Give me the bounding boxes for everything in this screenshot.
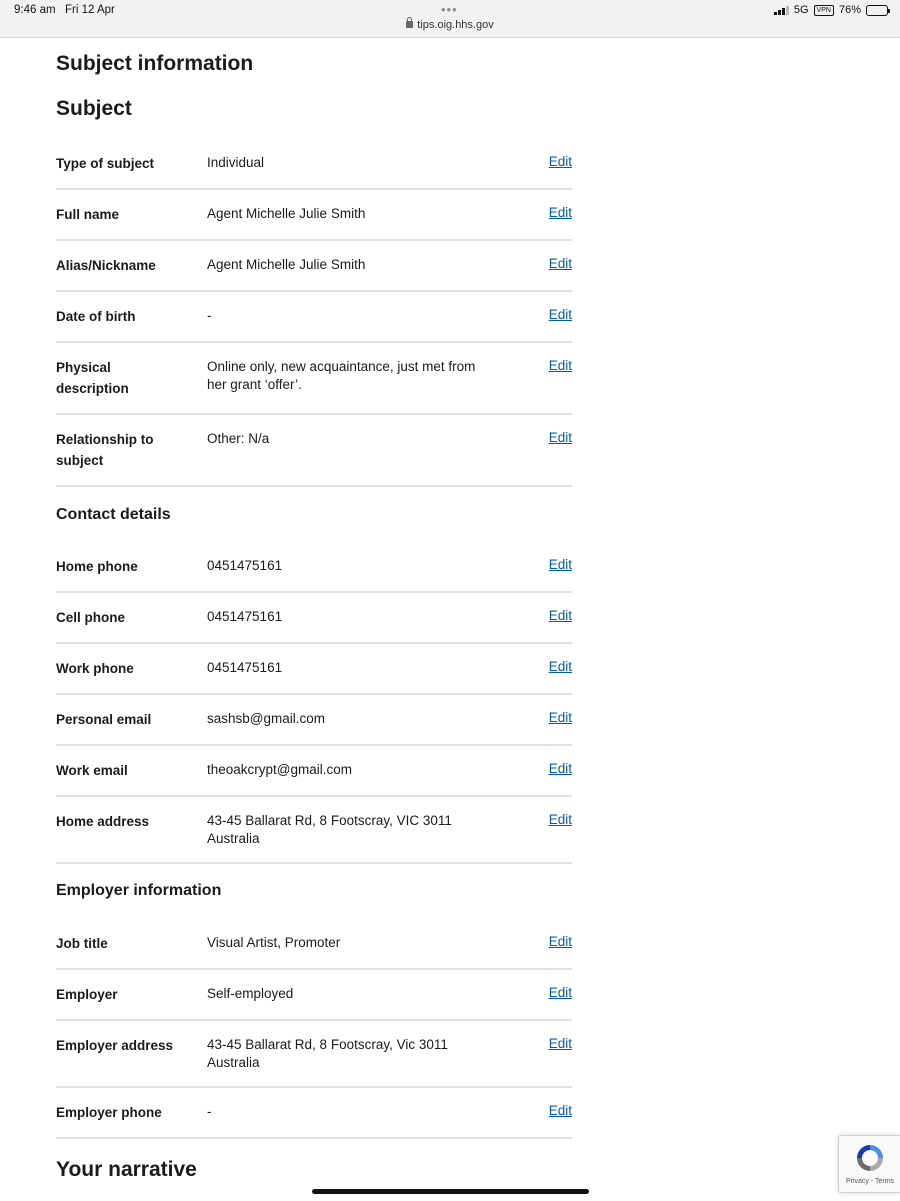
row-label: Relationship to subject: [56, 432, 154, 468]
row-work-email: [56, 745, 572, 797]
row-full-name: [56, 189, 572, 241]
row-value: 43-45 Ballarat Rd, 8 Footscray, Vic 3011 Australia: [207, 1037, 448, 1070]
edit-employer-address-link[interactable]: Edit: [548, 1036, 572, 1051]
row-value: -: [207, 308, 212, 323]
status-date: Fri 12 Apr: [65, 4, 115, 16]
edit-relationship-link[interactable]: Edit: [548, 430, 572, 445]
row-label: Employer phone: [56, 1105, 162, 1120]
row-home-address: [56, 796, 572, 864]
row-label: Home phone: [56, 559, 138, 574]
row-value: -: [207, 1104, 212, 1119]
row-date-of-birth: [56, 291, 572, 343]
battery-percent: 76%: [838, 4, 861, 16]
row-home-phone: [56, 541, 572, 593]
row-employer: [56, 969, 572, 1021]
row-cell-phone: [56, 592, 572, 644]
row-value: 43-45 Ballarat Rd, 8 Footscray, VIC 3011 Australia: [207, 813, 452, 846]
narrative-heading: Your narrative: [56, 1158, 197, 1181]
edit-full-name-link[interactable]: Edit: [548, 205, 572, 220]
employer-information-heading: Employer information: [56, 882, 222, 899]
row-relationship-to-subject: [56, 414, 572, 487]
multitasking-dots-icon[interactable]: •••: [441, 2, 458, 17]
edit-home-phone-link[interactable]: Edit: [548, 557, 572, 572]
edit-type-of-subject-link[interactable]: Edit: [548, 154, 572, 169]
recaptcha-terms[interactable]: Privacy - Terms: [845, 1178, 895, 1185]
row-employer-address: [56, 1020, 572, 1088]
edit-physical-description-link[interactable]: Edit: [548, 358, 572, 373]
edit-cell-phone-link[interactable]: Edit: [548, 608, 572, 623]
recaptcha-icon: [854, 1142, 886, 1174]
row-job-title: [56, 918, 572, 970]
status-indicators: [774, 4, 888, 16]
edit-personal-email-link[interactable]: Edit: [548, 710, 572, 725]
edit-work-email-link[interactable]: Edit: [548, 761, 572, 776]
row-label: Work phone: [56, 661, 134, 676]
row-personal-email: [56, 694, 572, 746]
row-label: Full name: [56, 207, 120, 222]
row-label: Employer: [56, 987, 118, 1002]
row-label: Cell phone: [56, 610, 126, 625]
row-value: Visual Artist, Promoter: [207, 935, 341, 950]
row-value: Agent Michelle Julie Smith: [207, 206, 366, 221]
cellular-signal-icon: [774, 6, 789, 15]
row-value: sashsb@gmail.com: [207, 711, 325, 726]
row-value: 0451475161: [207, 609, 283, 624]
row-label: Type of subject: [56, 156, 155, 171]
edit-alias-nickname-link[interactable]: Edit: [548, 256, 572, 271]
row-label: Personal email: [56, 712, 152, 727]
edit-job-title-link[interactable]: Edit: [548, 934, 572, 949]
row-label: Employer address: [56, 1038, 174, 1053]
row-type-of-subject: [56, 138, 572, 190]
address-bar[interactable]: [0, 19, 900, 31]
row-label: Home address: [56, 814, 150, 829]
row-label: Job title: [56, 936, 108, 951]
edit-employer-link[interactable]: Edit: [548, 985, 572, 1000]
url-text: tips.oig.hhs.gov: [417, 19, 494, 31]
battery-icon: [866, 5, 888, 16]
row-value: theoakcrypt@gmail.com: [207, 762, 353, 777]
row-value: Other: N/a: [207, 431, 270, 446]
edit-date-of-birth-link[interactable]: Edit: [548, 307, 572, 322]
row-value: 0451475161: [207, 660, 283, 675]
row-label: Date of birth: [56, 309, 136, 324]
row-physical-description: [56, 342, 572, 415]
row-employer-phone: [56, 1087, 572, 1139]
row-label: Work email: [56, 763, 128, 778]
row-work-phone: [56, 643, 572, 695]
contact-details-heading: Contact details: [56, 506, 171, 523]
row-value: Self-employed: [207, 986, 294, 1001]
subject-heading: Subject: [56, 97, 132, 120]
row-value: Individual: [207, 155, 265, 170]
row-value: 0451475161: [207, 558, 283, 573]
row-value: Agent Michelle Julie Smith: [207, 257, 366, 272]
status-bar: [0, 0, 900, 38]
home-indicator[interactable]: [312, 1189, 589, 1194]
vpn-badge: VPN: [814, 5, 834, 16]
row-value: Online only, new acquaintance, just met from her grant ‘offer’.: [207, 359, 476, 392]
edit-home-address-link[interactable]: Edit: [548, 812, 572, 827]
lock-icon: [406, 21, 413, 28]
status-time: 9:46 am: [14, 4, 56, 16]
row-label: Physical description: [56, 360, 129, 396]
edit-employer-phone-link[interactable]: Edit: [548, 1103, 572, 1118]
row-alias-nickname: [56, 240, 572, 292]
page-title: Subject information: [56, 52, 254, 75]
edit-work-phone-link[interactable]: Edit: [548, 659, 572, 674]
network-type: 5G: [793, 4, 809, 16]
recaptcha-badge[interactable]: [838, 1135, 900, 1193]
row-label: Alias/Nickname: [56, 258, 156, 273]
